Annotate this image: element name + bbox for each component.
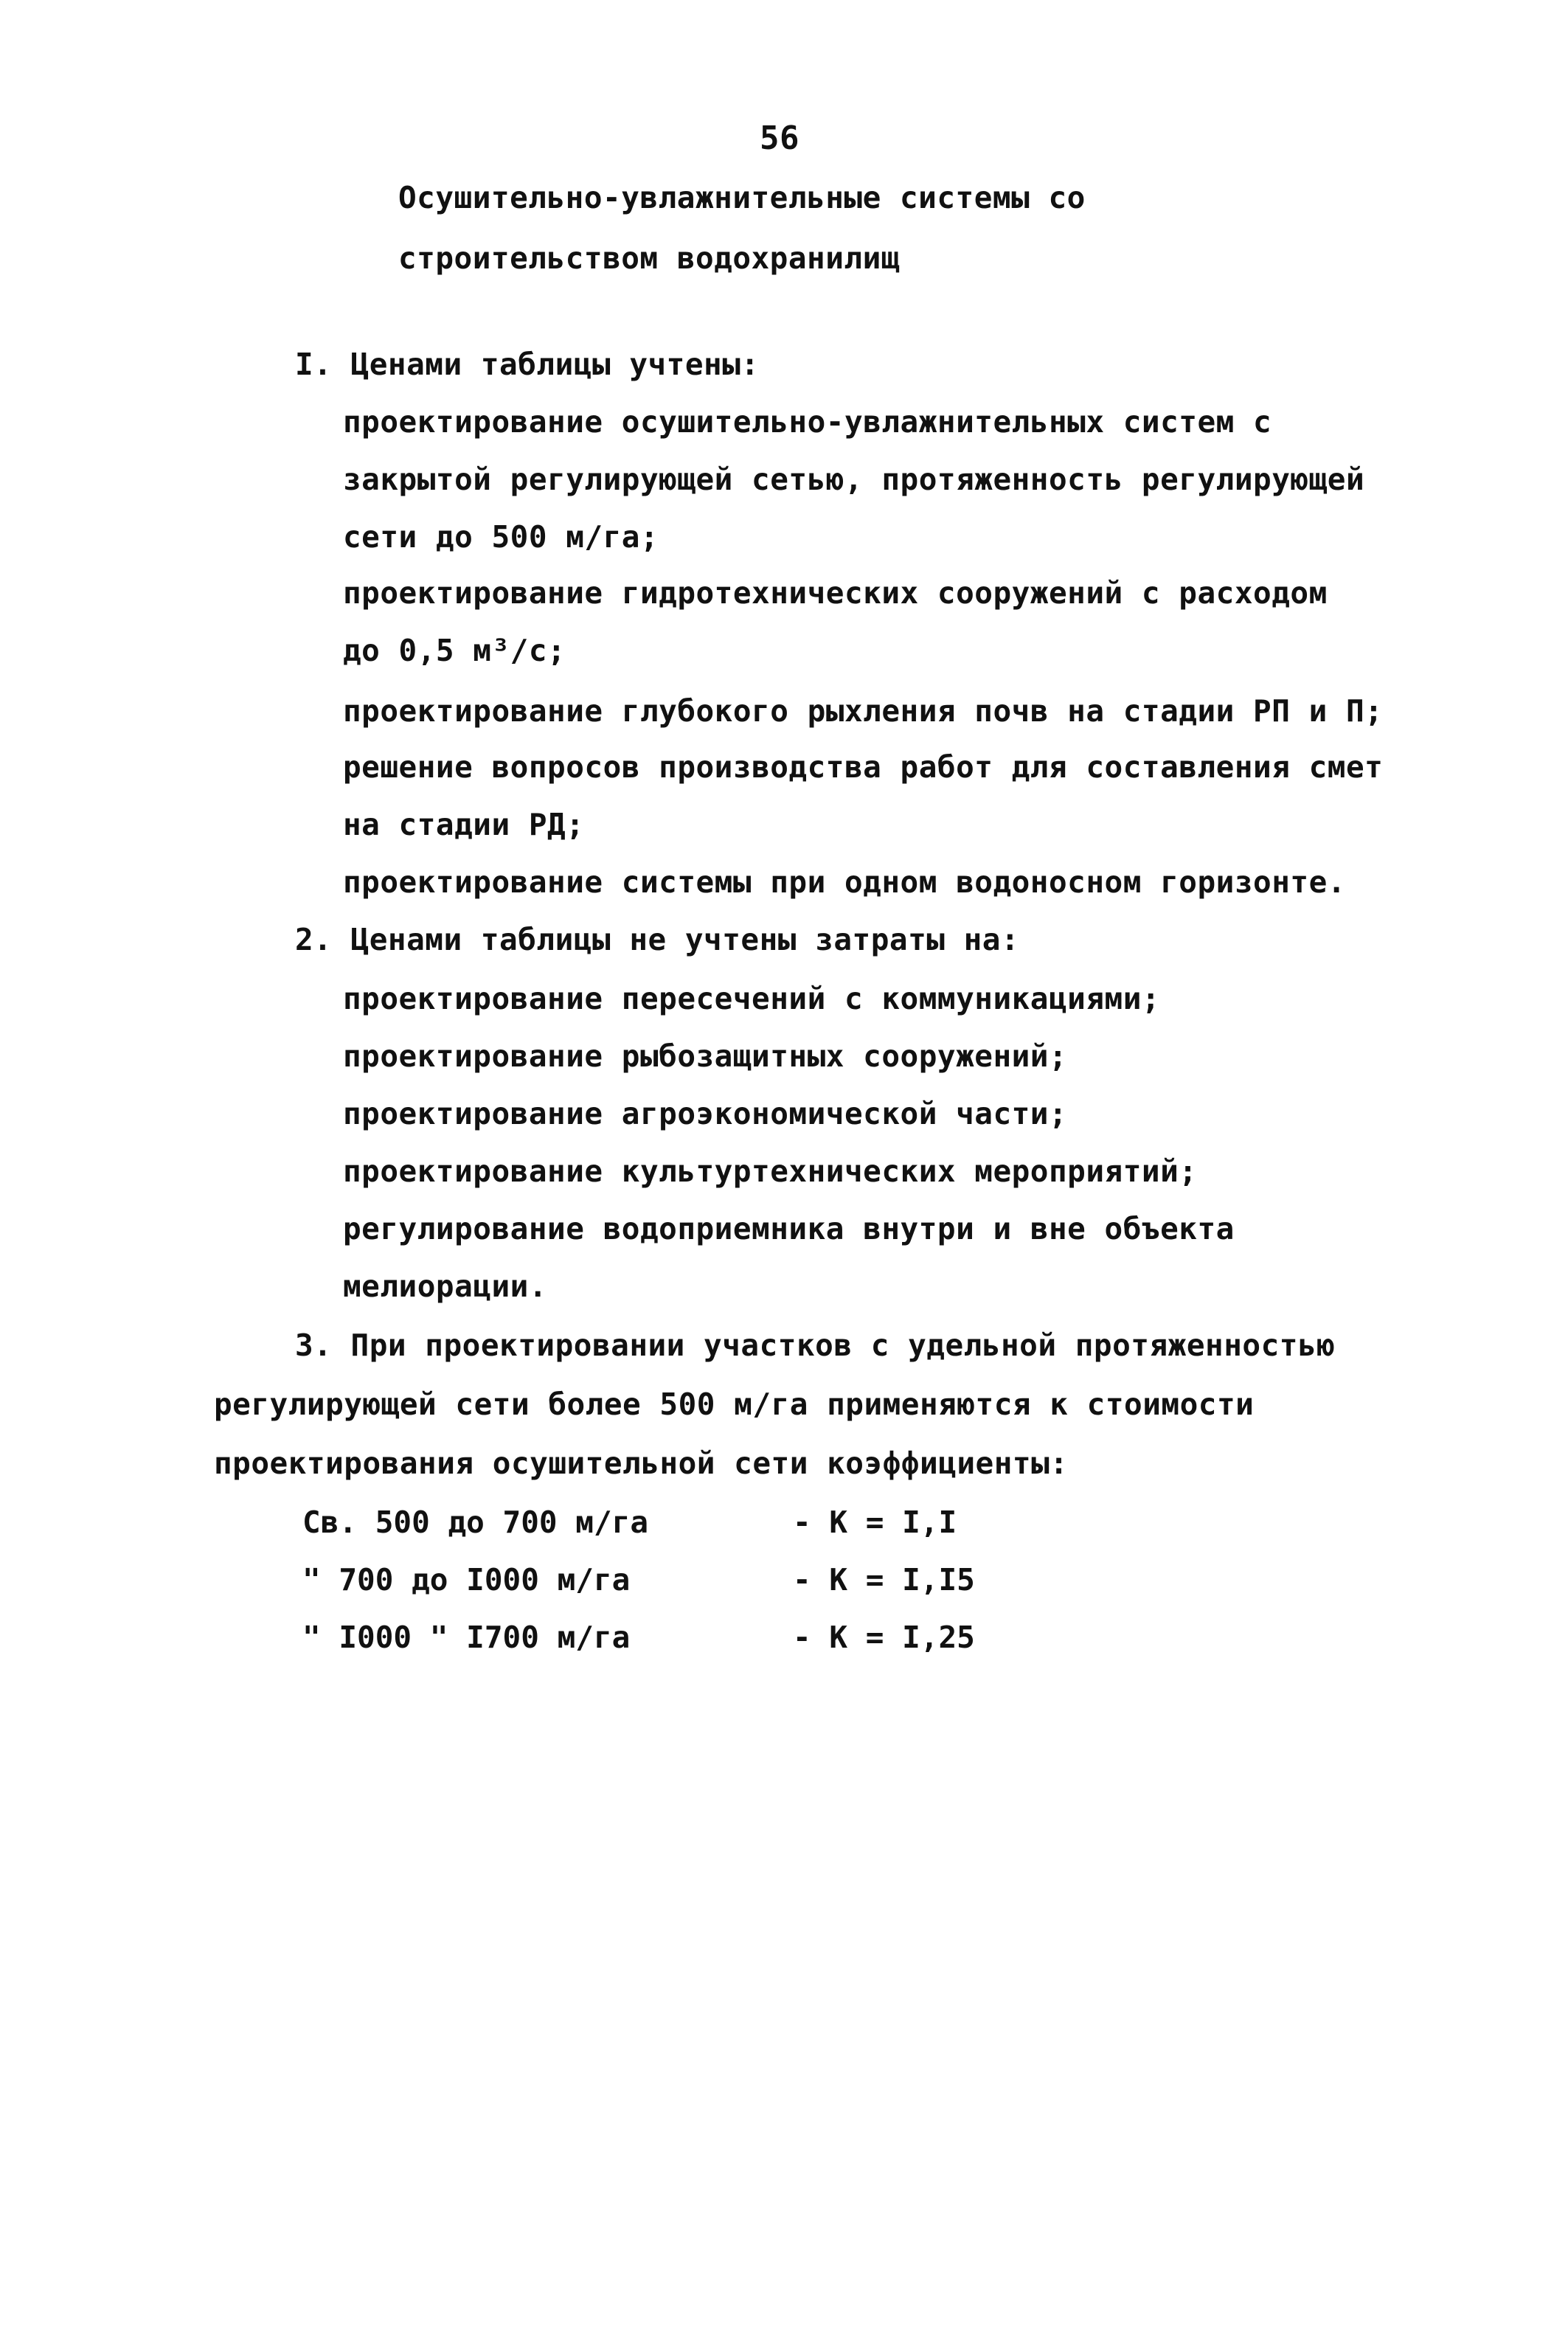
section1-line: проектирование глубокого рыхления почв на стадии РП и П;	[343, 693, 1384, 729]
section1-line: закрытой регулирующей сетью, протяженность регулирующей	[343, 462, 1365, 497]
coefficient-value: - К = I,I5	[793, 1562, 975, 1598]
section2-line: мелиорации.	[343, 1269, 548, 1304]
section1-line: решение вопросов производства работ для составления смет	[343, 749, 1384, 785]
coefficient-range: Св. 500 до 700 м/га	[302, 1505, 648, 1540]
coefficient-range: " 700 до I000 м/га	[302, 1562, 631, 1598]
section1-line: проектирование системы при одном водоносном горизонте.	[343, 864, 1346, 900]
section2-line: проектирование рыбозащитных сооружений;	[343, 1038, 1068, 1074]
title-line-2: строительством водохранилищ	[398, 240, 900, 276]
section1-line: проектирование осушительно-увлажнительных систем с	[343, 404, 1272, 440]
section2-line: проектирование культуртехнических мероприятий;	[343, 1154, 1198, 1189]
section1-line: на стадии РД;	[343, 807, 585, 842]
section1-line: до 0,5 м³/с;	[343, 633, 566, 668]
section2-line: проектирование пересечений с коммуникациями;	[343, 981, 1161, 1016]
title-line-1: Осушительно-увлажнительные системы со	[398, 180, 1086, 215]
section1-line: сети до 500 м/га;	[343, 519, 659, 555]
section2-line: регулирование водоприемника внутри и вне объекта	[343, 1211, 1235, 1246]
section2-heading: 2. Ценами таблицы не учтены затраты на:	[295, 922, 1020, 957]
section2-line: проектирование агроэкономической части;	[343, 1096, 1068, 1131]
section1-heading: I. Ценами таблицы учтены:	[295, 347, 760, 382]
section3-line: 3. При проектировании участков с удельной протяженностью	[295, 1328, 1336, 1363]
section3-line: проектирования осушительной сети коэффициенты:	[214, 1446, 1069, 1481]
coefficient-range: " I000 " I700 м/га	[302, 1620, 631, 1655]
page-number: 56	[760, 119, 799, 157]
section3-line: регулирующей сети более 500 м/га применяются к стоимости	[214, 1387, 1255, 1422]
coefficient-value: - К = I,I	[793, 1505, 957, 1540]
coefficient-value: - К = I,25	[793, 1620, 975, 1655]
section1-line: проектирование гидротехнических сооружений с расходом	[343, 575, 1328, 611]
